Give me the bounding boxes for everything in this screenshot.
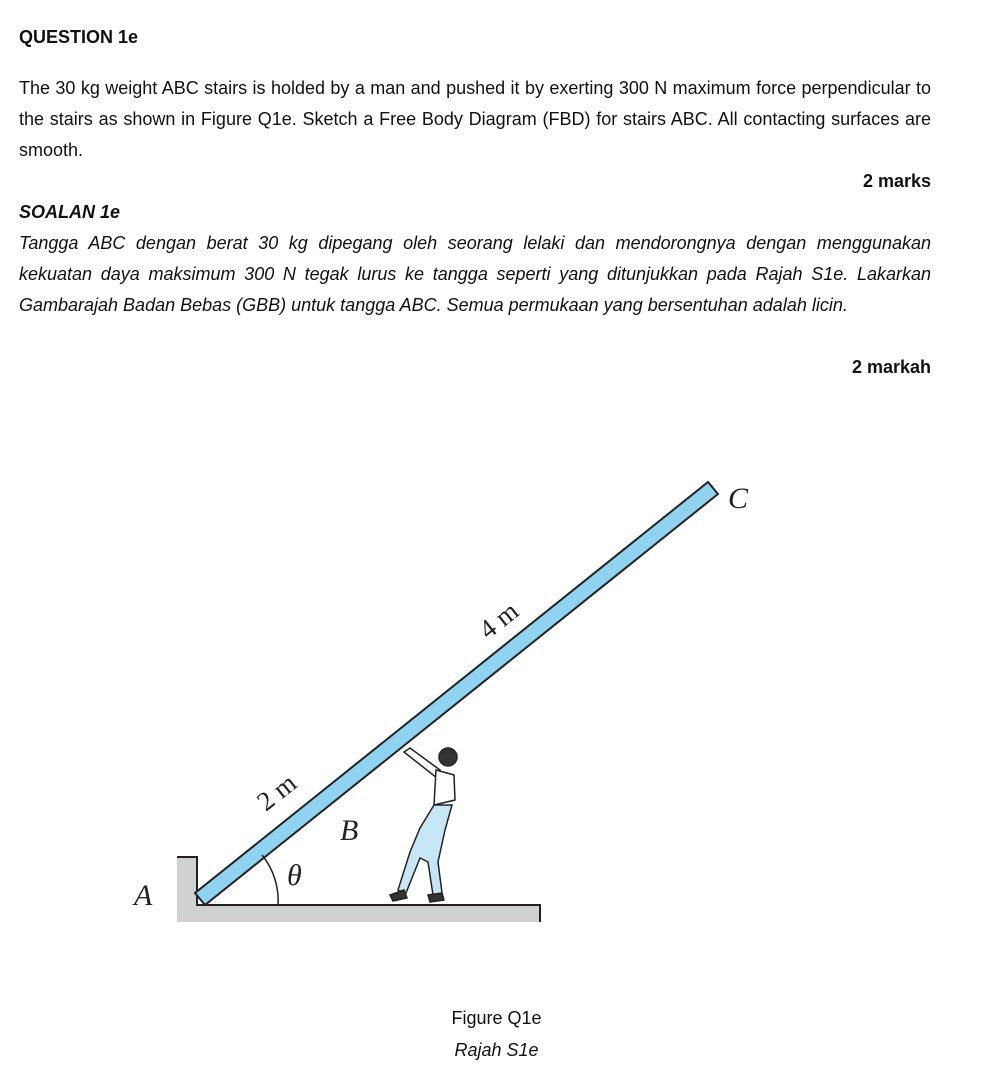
label-2m: 2 m <box>251 767 303 817</box>
label-a: A <box>134 879 153 912</box>
question-body: The 30 kg weight ABC stairs is holded by a man and pushed it by exerting 300 N maximum force perpendicular to the stairs as shown in Figure Q1e. Sketch a Free Body Diagram (FBD) for stairs ABC. All contacting surfaces are smooth. <box>19 78 931 160</box>
markah-label: 2 markah <box>851 357 931 377</box>
soalan-heading: SOALAN 1e <box>19 202 121 222</box>
rajah-caption: Rajah S1e <box>454 1040 539 1060</box>
label-c: C <box>728 482 749 515</box>
soalan-body: Tangga ABC dengan berat 30 kg dipegang oleh seorang lelaki dan mendorongnya dengan menggunakan kekuatan daya maksimum 300 N tegak lurus ke tangga seperti yang ditunjukkan pada Rajah S1e. Lakarkan Gambarajah Badan Bebas (GBB) untuk tangga ABC. Semua permukaan yang bersentuhan adalah licin. <box>19 233 931 315</box>
angle-arc <box>262 855 278 905</box>
ladder-abc <box>195 482 718 905</box>
label-theta: θ <box>287 859 302 892</box>
label-4m: 4 m <box>473 595 525 645</box>
man-figure <box>390 748 457 902</box>
question-heading: QUESTION 1e <box>19 27 139 47</box>
marks-label: 2 marks <box>862 171 931 191</box>
figure-caption: Figure Q1e <box>451 1008 542 1028</box>
label-b: B <box>340 814 359 847</box>
